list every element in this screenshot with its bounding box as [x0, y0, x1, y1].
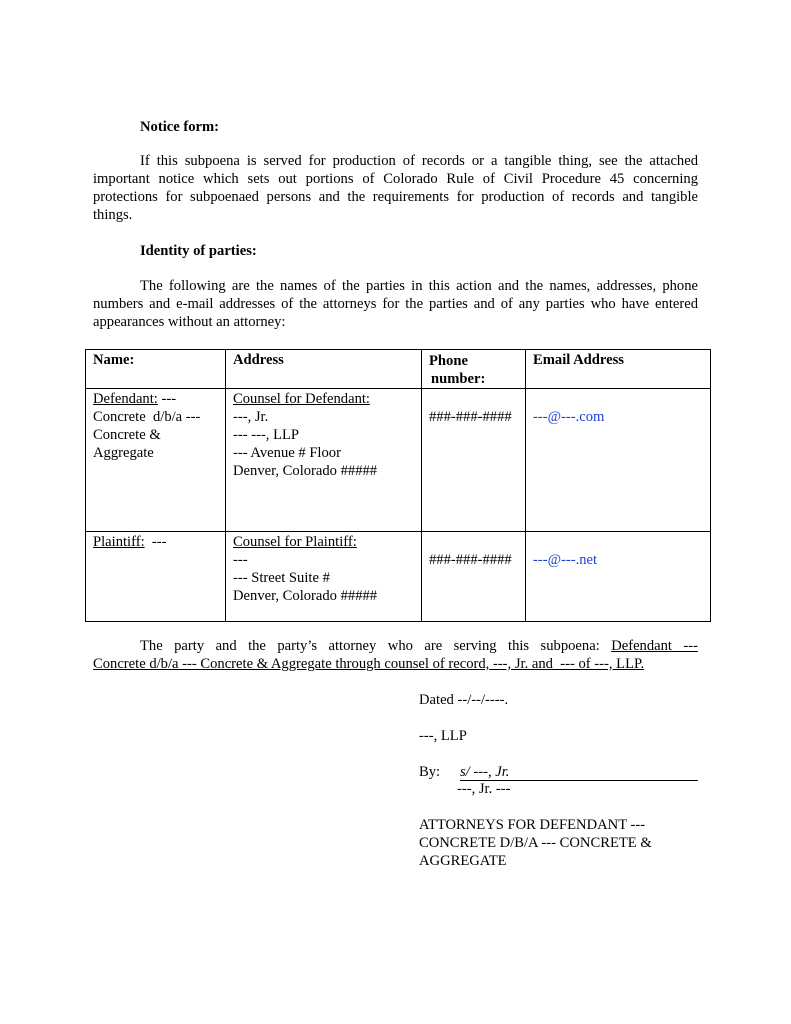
attorneys-for-block	[419, 816, 652, 870]
plaintiff-role-label: Plaintiff:	[93, 534, 145, 550]
plaintiff-phone-cell	[422, 532, 526, 622]
notice-line-2: important notice which sets out portions of Colorado Rule of Civil Procedure 45 concerning	[93, 171, 698, 187]
defendant-address-1: ---, Jr.	[233, 409, 269, 425]
dated-line: Dated --/--/----.	[419, 692, 509, 708]
defendant-name-4: Aggregate	[93, 445, 154, 461]
defendant-phone: ###-###-####	[429, 409, 512, 425]
identity-paragraph	[93, 277, 698, 331]
defendant-name-cell	[86, 389, 226, 532]
attorneys-line-2: CONCRETE D/B/A --- CONCRETE &	[419, 835, 652, 851]
defendant-role-label: Defendant:	[93, 391, 158, 407]
identity-line-1: The following are the names of the parties in this action and the names, addresses, phone	[140, 278, 698, 294]
serving-line-1	[93, 637, 698, 655]
plaintiff-email-cell	[526, 532, 711, 622]
defendant-address-cell	[226, 389, 422, 532]
serving-intro: The party and the party’s attorney who are serving this subpoena:	[140, 638, 612, 654]
defendant-email-cell	[526, 389, 711, 532]
identity-line-2: numbers and e-mail addresses of the attorneys for the parties and of any parties who have entered	[93, 296, 698, 312]
plaintiff-address-cell	[226, 532, 422, 622]
defendant-name-1: ---	[157, 391, 177, 407]
attorneys-line-3: AGGREGATE	[419, 853, 507, 869]
header-name: Name:	[86, 350, 226, 389]
table-row-plaintiff	[86, 532, 711, 622]
plaintiff-name-1: ---	[144, 534, 167, 550]
header-phone-line-1: Phone	[429, 353, 468, 369]
table-row-defendant	[86, 389, 711, 532]
signer-name: ---, Jr. ---	[457, 781, 511, 797]
signature-line	[460, 764, 698, 781]
identity-line-3: appearances without an attorney:	[93, 314, 286, 330]
signature-by-row	[419, 763, 698, 781]
attorneys-line-1: ATTORNEYS FOR DEFENDANT ---	[419, 817, 646, 833]
plaintiff-address-1: ---	[233, 552, 248, 568]
firm-name: ---, LLP	[419, 728, 467, 744]
plaintiff-phone: ###-###-####	[429, 552, 512, 568]
defendant-address-2: --- ---, LLP	[233, 427, 300, 443]
parties-table	[85, 349, 711, 622]
notice-line-4: things.	[93, 207, 133, 223]
plaintiff-email-link[interactable]: ---@---.net	[533, 552, 598, 568]
header-phone-line-2: number:	[431, 371, 486, 387]
header-phone	[422, 350, 526, 389]
defendant-name-2: Concrete d/b/a ---	[93, 409, 201, 425]
plaintiff-address-3: Denver, Colorado #####	[233, 588, 378, 604]
serving-line-2: Concrete d/b/a --- Concrete & Aggregate through counsel of record, ---, Jr. and --- of ---, LLP.	[93, 656, 645, 672]
serving-party-paragraph	[93, 637, 698, 673]
identity-of-parties-heading: Identity of parties:	[140, 243, 257, 259]
notice-form-heading: Notice form:	[140, 119, 220, 135]
plaintiff-address-2: --- Street Suite #	[233, 570, 330, 586]
defendant-email-link[interactable]: ---@---.com	[533, 409, 605, 425]
defendant-counsel-label: Counsel for Defendant:	[233, 391, 370, 407]
by-label: By:	[419, 764, 441, 780]
plaintiff-name-cell	[86, 532, 226, 622]
plaintiff-counsel-label: Counsel for Plaintiff:	[233, 534, 357, 550]
header-email: Email Address	[526, 350, 711, 389]
defendant-phone-cell	[422, 389, 526, 532]
defendant-address-4: Denver, Colorado #####	[233, 463, 378, 479]
defendant-address-3: --- Avenue # Floor	[233, 445, 341, 461]
notice-line-1: If this subpoena is served for production of records or a tangible thing, see the attached	[140, 153, 698, 169]
header-address: Address	[226, 350, 422, 389]
serving-defendant-underlined: Defendant ---	[611, 638, 698, 654]
signature-text: s/ ---, Jr.	[460, 764, 510, 780]
defendant-name-3: Concrete &	[93, 427, 161, 443]
notice-line-3: protections for subpoenaed persons and the requirements for production of records and tangible	[93, 189, 698, 205]
table-header-row	[86, 350, 711, 389]
notice-paragraph	[93, 152, 698, 224]
